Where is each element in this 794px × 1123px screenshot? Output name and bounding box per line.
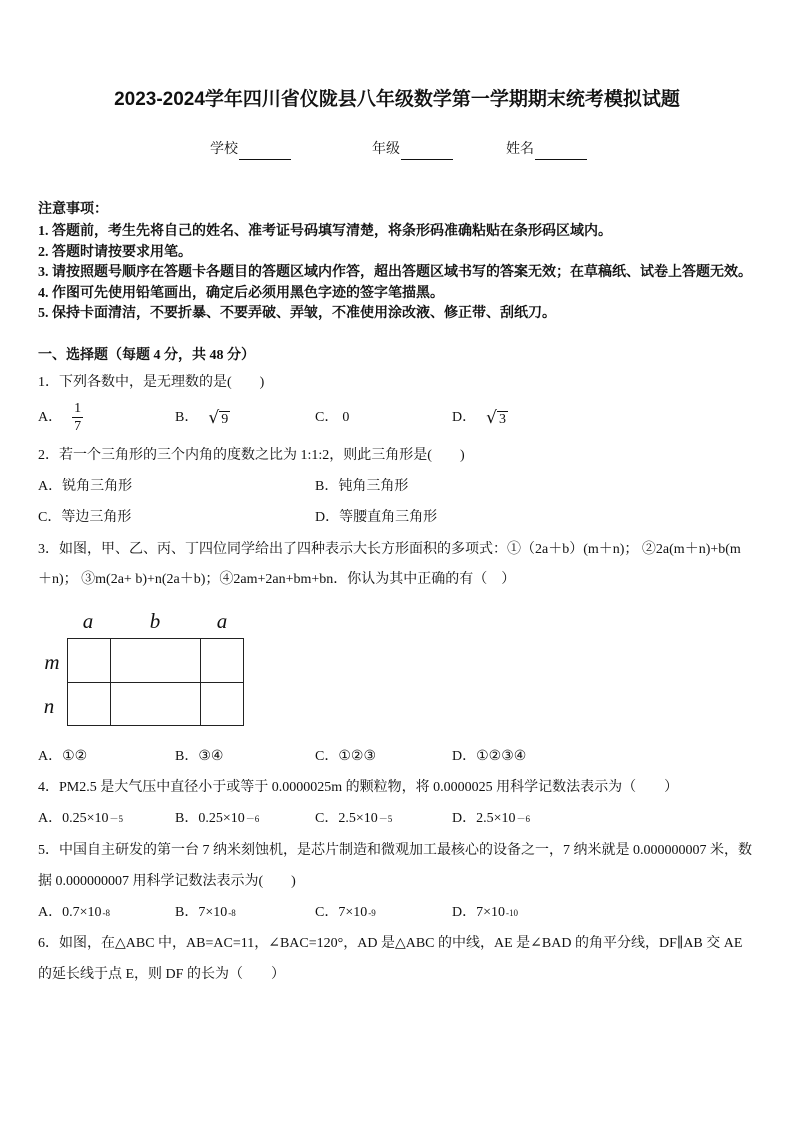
info-field-school <box>210 140 291 160</box>
option-label: C． <box>38 510 62 525</box>
option-label: A． <box>38 749 63 764</box>
exam-title: 2023-2024学年四川省仪陇县八年级数学第一学期期末统考模拟试题 <box>114 89 680 110</box>
option-text: ③④ <box>198 749 224 764</box>
option-exponent: －6 <box>516 813 531 824</box>
option-label: A． <box>38 479 63 494</box>
figure-cell <box>68 682 111 726</box>
question-4-option-a <box>38 809 123 829</box>
question-5-text-line-1: 5．中国自主研发的第一台 7 纳米刻蚀机，是芯片制造和微观加工最核心的设备之一，7 纳米就是 0.000000007 米，数 <box>38 843 752 858</box>
fraction-denominator: 7 <box>74 419 82 434</box>
option-base: 0.25×10 <box>198 811 245 826</box>
option-base: 7×10 <box>476 905 506 920</box>
option-base: 2.5×10 <box>476 811 516 826</box>
radical-sign: √ <box>208 408 220 428</box>
option-label: B． <box>175 811 199 826</box>
option-base: 0.25×10 <box>62 811 109 826</box>
question-5-option-a <box>38 903 110 923</box>
option-exponent: －5 <box>378 813 393 824</box>
option-label: D． <box>452 410 477 425</box>
option-label: D． <box>452 905 477 920</box>
option-base: 2.5×10 <box>338 811 378 826</box>
info-field-grade <box>372 140 453 160</box>
figure-label-top-a: a <box>216 609 228 633</box>
question-2-option-b <box>315 477 408 497</box>
radicand: 3 <box>498 412 506 427</box>
figure-row <box>68 682 244 726</box>
info-field-label: 年级 <box>372 142 400 157</box>
question-3-text-line-2: ＋n)； ③m(2a+ b)+n(2a＋b)；④2am+2an+bm+bn．你认为其中正确的有（ ） <box>38 572 516 587</box>
option-label: D． <box>452 749 477 764</box>
option-label: B． <box>315 479 339 494</box>
option-label: D． <box>452 811 477 826</box>
option-exponent: -10 <box>506 907 519 918</box>
question-3-option-b <box>175 747 223 767</box>
question-1-option-c <box>315 408 349 428</box>
question-3-option-d <box>452 747 526 767</box>
figure-cell <box>111 682 201 726</box>
option-label: C． <box>315 905 339 920</box>
note-item: 2. 答题时请按要求用笔。 <box>38 245 192 260</box>
figure-cell <box>201 639 244 683</box>
option-label: A． <box>38 410 63 425</box>
rectangle-figure <box>67 638 244 726</box>
question-5-option-c <box>315 903 376 923</box>
square-root <box>208 408 230 428</box>
figure-label-side-m: m <box>44 650 60 674</box>
info-field-label: 姓名 <box>506 142 534 157</box>
option-text: ①②③④ <box>476 749 527 764</box>
square-root <box>486 408 508 428</box>
option-exponent: -8 <box>102 907 111 918</box>
option-label: C． <box>315 410 339 425</box>
option-exponent: －6 <box>245 813 260 824</box>
notes-heading: 注意事项： <box>38 202 108 217</box>
option-label: B． <box>175 410 199 425</box>
question-6-text-line-1: 6．如图，在△ABC 中，AB=AC=11，∠BAC=120°，AD 是△ABC 的中线，AE 是∠BAD 的角平分线，DF∥AB 交 AE <box>38 936 743 951</box>
option-label: B． <box>175 749 199 764</box>
note-item: 3. 请按照题号顺序在答题卡各题目的答题区域内作答，超出答题区域书写的答案无效；在草稿纸、试卷上答题无效。 <box>38 265 752 280</box>
question-2-option-a <box>38 477 132 497</box>
option-base: 7×10 <box>338 905 368 920</box>
question-2-text: 2．若一个三角形的三个内角的度数之比为 1:1:2，则此三角形是( ) <box>38 448 465 463</box>
question-5-text-line-2: 据 0.000000007 用科学记数法表示为( ) <box>38 874 296 889</box>
info-field-name <box>506 140 587 160</box>
option-base: 0.7×10 <box>62 905 102 920</box>
option-base: 7×10 <box>198 905 228 920</box>
question-1-option-a <box>38 398 83 438</box>
question-1-option-d <box>452 408 508 428</box>
question-2-option-d <box>315 508 437 528</box>
figure-cell <box>111 639 201 683</box>
option-label: D． <box>315 510 340 525</box>
fraction-numerator: 1 <box>74 401 82 416</box>
info-field-label: 学校 <box>210 142 238 157</box>
question-4-text: 4．PM2.5 是大气压中直径小于或等于 0.0000025m 的颗粒物，将 0.0000025 用科学记数法表示为（ ） <box>38 780 679 795</box>
option-text: 0 <box>342 410 350 425</box>
question-4-option-b <box>175 809 259 829</box>
option-exponent: -9 <box>368 907 376 918</box>
question-5-option-d <box>452 903 518 923</box>
figure-label-top-a: a <box>82 609 94 633</box>
figure-row <box>68 639 244 683</box>
question-3-option-a <box>38 747 87 767</box>
option-text: ①② <box>62 749 88 764</box>
option-label: C． <box>315 811 339 826</box>
option-label: C． <box>315 749 339 764</box>
fill-in-blank <box>401 144 453 160</box>
option-exponent: -8 <box>228 907 236 918</box>
option-label: A． <box>38 811 63 826</box>
figure-cell <box>201 682 244 726</box>
option-text: 等腰直角三角形 <box>339 510 438 525</box>
note-item: 1. 答题前，考生先将自己的姓名、准考证号码填写清楚，将条形码准确粘贴在条形码区域内。 <box>38 224 612 239</box>
option-text: 等边三角形 <box>61 510 132 525</box>
option-text: 锐角三角形 <box>62 479 133 494</box>
question-6-text-line-2: 的延长线于点 E，则 DF 的长为（ ） <box>38 967 285 982</box>
fill-in-blank <box>535 144 587 160</box>
question-1-text: 1．下列各数中，是无理数的是( ) <box>38 375 265 390</box>
question-4-option-d <box>452 809 530 829</box>
question-1-option-b <box>175 408 230 428</box>
figure-label-side-n: n <box>43 694 55 718</box>
figure-cell <box>68 639 111 683</box>
figure-label-top-b: b <box>149 609 161 633</box>
radicand: 9 <box>221 412 229 427</box>
fill-in-blank <box>239 144 291 160</box>
option-label: B． <box>175 905 199 920</box>
question-2-option-c <box>38 508 131 528</box>
question-3-option-c <box>315 747 376 767</box>
radical-sign: √ <box>486 408 497 428</box>
note-item: 5. 保持卡面清洁，不要折暴、不要弄破、弄皱，不准使用涂改液、修正带、刮纸刀。 <box>38 306 556 321</box>
option-exponent: －5 <box>109 813 124 824</box>
section-heading: 一、选择题（每题 4 分，共 48 分） <box>38 348 255 363</box>
option-text: 钝角三角形 <box>338 479 409 494</box>
question-3-text-line-1: 3．如图，甲、乙、丙、丁四位同学给出了四种表示大长方形面积的多项式：①（2a＋b）(m＋n)； ②2a(m＋n)+b(m <box>38 542 741 557</box>
question-5-option-b <box>175 903 236 923</box>
option-label: A． <box>38 905 63 920</box>
note-item: 4. 作图可先使用铅笔画出，确定后必须用黑色字迹的签字笔描黑。 <box>38 286 444 301</box>
fraction <box>72 400 83 436</box>
question-4-option-c <box>315 809 392 829</box>
option-text: ①②③ <box>338 749 376 764</box>
